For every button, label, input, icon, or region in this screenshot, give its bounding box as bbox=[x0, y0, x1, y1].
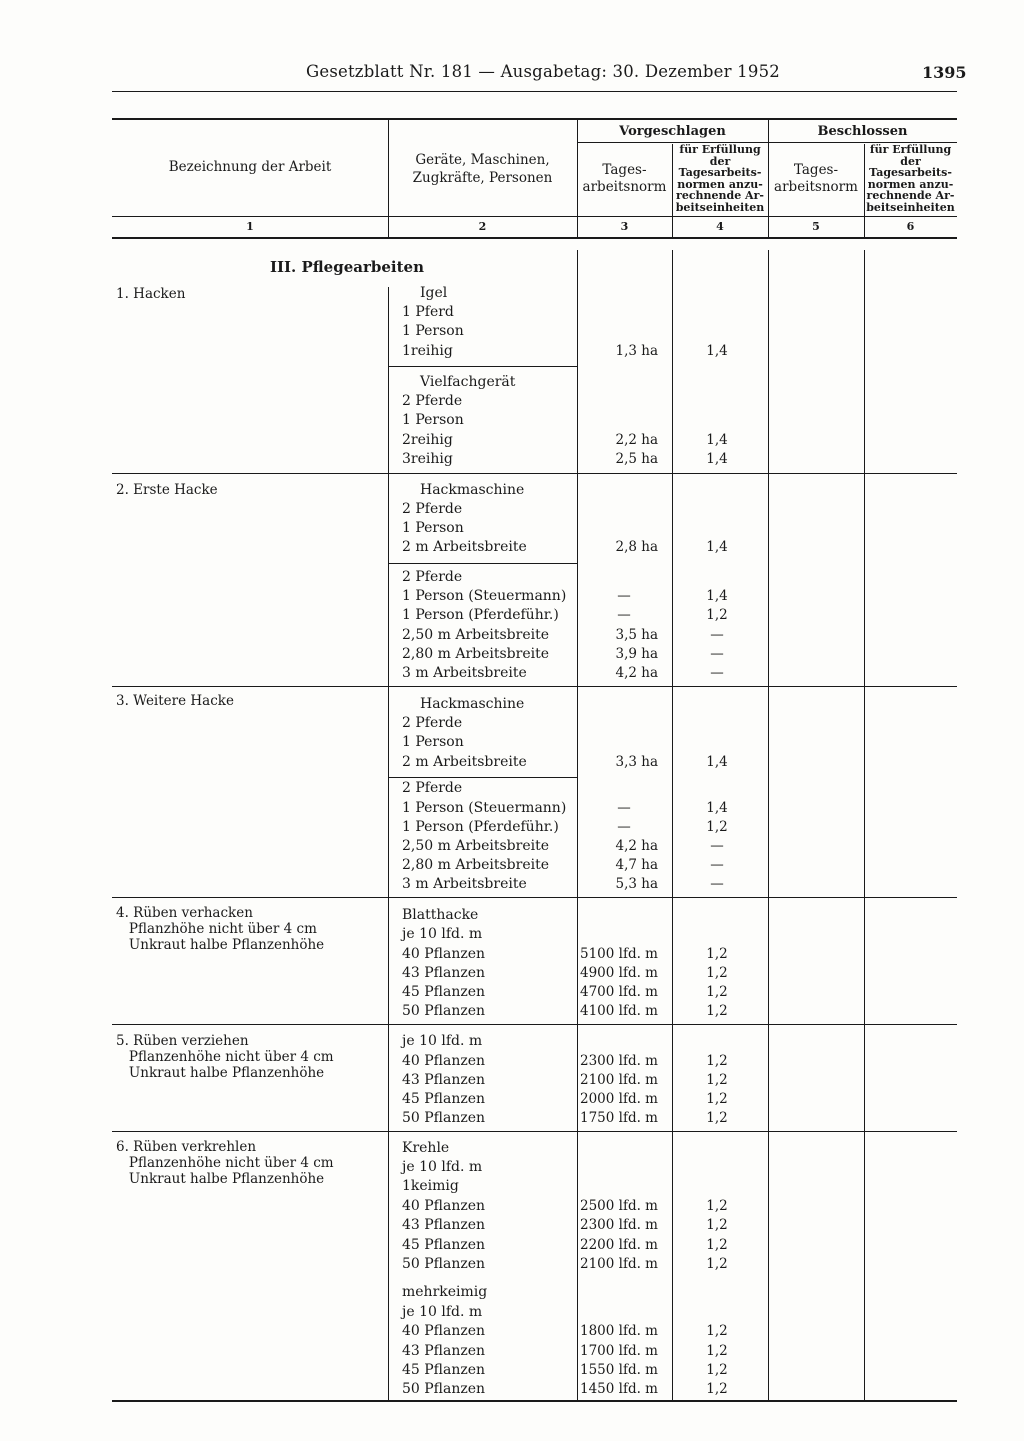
norm-cell: 1450 lfd. m bbox=[580, 1381, 658, 1397]
col5-header-line1: Tages- bbox=[793, 162, 839, 178]
task-weitere-hacke: 3. Weitere Hacke bbox=[116, 693, 234, 709]
equipment-cell: 2,50 m Arbeitsbreite bbox=[402, 627, 550, 643]
rule-task-4 bbox=[112, 897, 957, 898]
col2-header-line2: Zugkräfte, Personen bbox=[412, 170, 553, 186]
equipment-cell: je 10 lfd. m bbox=[402, 1033, 483, 1049]
units-cell: 1,2 bbox=[706, 819, 728, 835]
units-cell: 1,4 bbox=[706, 343, 728, 359]
equipment-cell: 50 Pflanzen bbox=[402, 1003, 486, 1019]
col6-header-line: normen anzu- bbox=[867, 177, 954, 191]
norm-cell: 1750 lfd. m bbox=[580, 1110, 658, 1126]
col6-header-line: rechnende Ar- bbox=[866, 189, 955, 202]
equipment-cell: 2 Pferde bbox=[402, 393, 463, 409]
col4-header-line: für Erfüllung bbox=[679, 143, 761, 156]
units-cell: 1,4 bbox=[706, 451, 728, 467]
units-cell: 1,4 bbox=[706, 754, 728, 770]
equipment-cell: je 10 lfd. m bbox=[402, 926, 483, 942]
equipment-cell: 1 Person (Pferdeführ.) bbox=[402, 819, 559, 835]
equipment-cell: 2,50 m Arbeitsbreite bbox=[402, 838, 550, 854]
equipment-cell: 2 m Arbeitsbreite bbox=[402, 754, 527, 770]
equipment-cell: 40 Pflanzen bbox=[402, 1053, 486, 1069]
units-cell: 1,2 bbox=[706, 1381, 728, 1397]
body-col-divider-6 bbox=[864, 250, 865, 1400]
equipment-cell: 3 m Arbeitsbreite bbox=[402, 876, 527, 892]
rule-task-2 bbox=[112, 473, 957, 474]
equipment-cell: 2 Pferde bbox=[402, 780, 463, 796]
col4-header-line: Tagesarbeits- bbox=[678, 166, 762, 179]
col4-header-line: rechnende Ar- bbox=[676, 189, 764, 202]
col3-header-line2: arbeitsnorm bbox=[582, 179, 667, 195]
head-bottom-rule bbox=[112, 237, 957, 239]
units-cell: 1,2 bbox=[706, 1053, 728, 1069]
units-cell: 1,2 bbox=[706, 1362, 728, 1378]
norm-cell: 2,2 ha bbox=[615, 432, 658, 448]
units-cell: 1,2 bbox=[706, 1217, 728, 1233]
norm-cell: 1700 lfd. m bbox=[580, 1343, 658, 1359]
norm-cell: — bbox=[617, 800, 631, 816]
equipment-cell: 1 Person (Pferdeführ.) bbox=[402, 607, 559, 623]
units-cell: — bbox=[710, 876, 724, 892]
col4-header bbox=[672, 144, 768, 213]
equipment-cell: 45 Pflanzen bbox=[402, 1237, 486, 1253]
col6-header-line: für Erfüllung bbox=[869, 143, 952, 156]
equipment-cell: 2,80 m Arbeitsbreite bbox=[402, 646, 550, 662]
section-title: III. Pflegearbeiten bbox=[270, 258, 424, 276]
norm-cell: 4,2 ha bbox=[615, 665, 658, 681]
units-cell: — bbox=[710, 838, 724, 854]
units-cell: 1,2 bbox=[706, 1256, 728, 1272]
group-proposed: Vorgeschlagen bbox=[619, 124, 726, 139]
equipment-cell: 2 Pferde bbox=[402, 715, 463, 731]
norm-cell: 1800 lfd. m bbox=[580, 1323, 658, 1339]
norm-cell: 2100 lfd. m bbox=[580, 1256, 658, 1272]
norm-cell: 2300 lfd. m bbox=[580, 1053, 658, 1069]
equipment-cell: Krehle bbox=[402, 1140, 450, 1156]
equipment-cell: 45 Pflanzen bbox=[402, 1091, 486, 1107]
units-cell: 1,2 bbox=[706, 1323, 728, 1339]
equipment-cell: 50 Pflanzen bbox=[402, 1381, 486, 1397]
rule-weitere-sub bbox=[388, 777, 577, 778]
units-cell: 1,2 bbox=[706, 1003, 728, 1019]
units-cell: 1,2 bbox=[706, 607, 728, 623]
col2-header-line1: Geräte, Maschinen, bbox=[415, 152, 550, 168]
equipment-cell: je 10 lfd. m bbox=[402, 1159, 483, 1175]
equipment-cell: 2 Pferde bbox=[402, 501, 463, 517]
norm-cell: 3,5 ha bbox=[615, 627, 658, 643]
units-cell: 1,4 bbox=[706, 539, 728, 555]
equipment-cell: 43 Pflanzen bbox=[402, 1072, 486, 1088]
equipment-cell: 1 Person (Steuermann) bbox=[402, 800, 567, 816]
units-cell: 1,2 bbox=[706, 1091, 728, 1107]
col3-header-line1: Tages- bbox=[602, 162, 647, 178]
equipment-cell: 43 Pflanzen bbox=[402, 965, 486, 981]
equipment-cell: Hackmaschine bbox=[420, 696, 525, 712]
equipment-cell: 1 Pferd bbox=[402, 304, 454, 320]
equipment-cell: 1 Person (Steuermann) bbox=[402, 588, 567, 604]
norm-cell: — bbox=[617, 588, 631, 604]
norm-cell: 2300 lfd. m bbox=[580, 1217, 658, 1233]
units-cell: 1,4 bbox=[706, 800, 728, 816]
norm-cell: 2200 lfd. m bbox=[580, 1237, 658, 1253]
equipment-cell: 43 Pflanzen bbox=[402, 1217, 486, 1233]
equipment-cell: 2,80 m Arbeitsbreite bbox=[402, 857, 550, 873]
col4-header-line: beitseinheiten bbox=[675, 200, 765, 214]
units-cell: — bbox=[710, 857, 724, 873]
body-col-divider-5 bbox=[768, 250, 769, 1400]
norm-cell: 2000 lfd. m bbox=[580, 1091, 658, 1107]
equipment-cell: 1 Person bbox=[402, 734, 464, 750]
units-cell: — bbox=[710, 646, 724, 662]
equipment-cell: 50 Pflanzen bbox=[402, 1256, 486, 1272]
equipment-cell: 1keimig bbox=[402, 1178, 459, 1194]
col6-header-line: der bbox=[900, 154, 921, 168]
equipment-cell: 40 Pflanzen bbox=[402, 1323, 486, 1339]
equipment-cell: 1 Person bbox=[402, 520, 464, 536]
equipment-cell: 43 Pflanzen bbox=[402, 1343, 486, 1359]
rule-hacken-sub bbox=[388, 366, 577, 367]
table-bottom-rule bbox=[112, 1400, 957, 1402]
norm-cell: 3,9 ha bbox=[615, 646, 658, 662]
page-number: 1395 bbox=[922, 63, 967, 82]
col6-header-line: beitseinheiten bbox=[866, 200, 955, 214]
norm-cell: 2,5 ha bbox=[615, 451, 658, 467]
norm-cell: 4,2 ha bbox=[615, 838, 658, 854]
norm-cell: 4900 lfd. m bbox=[580, 965, 658, 981]
norm-cell: 1550 lfd. m bbox=[580, 1362, 658, 1378]
equipment-cell: 40 Pflanzen bbox=[402, 946, 486, 962]
equipment-cell: mehrkeimig bbox=[402, 1284, 488, 1300]
equipment-cell: 45 Pflanzen bbox=[402, 984, 486, 1000]
body-col-divider-2 bbox=[388, 287, 389, 1400]
col4-header-line: der bbox=[709, 154, 731, 168]
task-rueben-verziehen: 5. Rüben verziehen Pflanzenhöhe nicht über 4 cm Unkraut halbe Pflanzenhöhe bbox=[116, 1033, 334, 1081]
units-cell: 1,2 bbox=[706, 1110, 728, 1126]
equipment-cell: 3 m Arbeitsbreite bbox=[402, 665, 527, 681]
norm-cell: 5,3 ha bbox=[615, 876, 658, 892]
task-rueben-verkrehlen: 6. Rüben verkrehlen Pflanzenhöhe nicht über 4 cm Unkraut halbe Pflanzenhöhe bbox=[116, 1139, 334, 1187]
equipment-cell: 2reihig bbox=[402, 432, 453, 448]
equipment-cell: 1 Person bbox=[402, 323, 464, 339]
rule-task-6 bbox=[112, 1131, 957, 1132]
col-number-6: 6 bbox=[906, 220, 915, 233]
units-cell: 1,2 bbox=[706, 1343, 728, 1359]
head-mid-rule bbox=[112, 216, 957, 217]
rule-task-3 bbox=[112, 686, 957, 687]
task-hacken: 1. Hacken bbox=[116, 286, 186, 302]
units-cell: 1,2 bbox=[706, 1072, 728, 1088]
col6-header-line: Tagesarbeits- bbox=[869, 166, 952, 179]
equipment-cell: 40 Pflanzen bbox=[402, 1198, 486, 1214]
col5-header-line2: arbeitsnorm bbox=[774, 179, 858, 195]
col-number-1: 1 bbox=[246, 220, 254, 233]
group-decided: Beschlossen bbox=[817, 124, 908, 139]
equipment-cell: 45 Pflanzen bbox=[402, 1362, 486, 1378]
units-cell: — bbox=[710, 665, 724, 681]
units-cell: 1,2 bbox=[706, 946, 728, 962]
col1-header: Bezeichnung der Arbeit bbox=[168, 159, 332, 175]
units-cell: — bbox=[710, 627, 724, 643]
norm-cell: 2100 lfd. m bbox=[580, 1072, 658, 1088]
equipment-cell: 2 m Arbeitsbreite bbox=[402, 539, 527, 555]
norm-cell: 4700 lfd. m bbox=[580, 984, 658, 1000]
col-number-3: 3 bbox=[620, 220, 629, 233]
units-cell: 1,4 bbox=[706, 588, 728, 604]
units-cell: 1,2 bbox=[706, 1198, 728, 1214]
equipment-cell: 1reihig bbox=[402, 343, 453, 359]
units-cell: 1,2 bbox=[706, 1237, 728, 1253]
equipment-cell: Vielfachgerät bbox=[420, 374, 516, 390]
norm-cell: 5100 lfd. m bbox=[580, 946, 658, 962]
units-cell: 1,2 bbox=[706, 965, 728, 981]
units-cell: 1,4 bbox=[706, 432, 728, 448]
task-rueben-verhacken: 4. Rüben verhacken Pflanzhöhe nicht über 4 cm Unkraut halbe Pflanzenhöhe bbox=[116, 905, 325, 953]
col-number-4: 4 bbox=[716, 220, 724, 233]
equipment-cell: 50 Pflanzen bbox=[402, 1110, 486, 1126]
table-top-rule bbox=[112, 118, 957, 120]
norm-cell: — bbox=[617, 819, 631, 835]
equipment-cell: Blatthacke bbox=[402, 907, 479, 923]
equipment-cell: 2 Pferde bbox=[402, 569, 463, 585]
equipment-cell: Igel bbox=[420, 285, 448, 301]
norm-cell: 2,8 ha bbox=[615, 539, 658, 555]
rule-task-5 bbox=[112, 1024, 957, 1025]
col-number-5: 5 bbox=[812, 220, 820, 233]
norm-cell: 4100 lfd. m bbox=[580, 1003, 658, 1019]
units-cell: 1,2 bbox=[706, 984, 728, 1000]
col6-header bbox=[864, 144, 957, 213]
norm-cell: 2500 lfd. m bbox=[580, 1198, 658, 1214]
equipment-cell: je 10 lfd. m bbox=[402, 1304, 483, 1320]
running-title: Gesetzblatt Nr. 181 — Ausgabetag: 30. Dezember 1952 bbox=[306, 62, 780, 81]
norm-cell: 3,3 ha bbox=[615, 754, 658, 770]
rule-erste-sub bbox=[388, 563, 577, 564]
col4-header-line: normen anzu- bbox=[677, 177, 763, 191]
header-rule bbox=[112, 91, 957, 92]
norm-cell: 1,3 ha bbox=[615, 343, 658, 359]
norm-cell: 4,7 ha bbox=[615, 857, 658, 873]
equipment-cell: 1 Person bbox=[402, 412, 464, 428]
equipment-cell: Hackmaschine bbox=[420, 482, 525, 498]
norm-cell: — bbox=[617, 607, 631, 623]
equipment-cell: 3reihig bbox=[402, 451, 453, 467]
task-erste-hacke: 2. Erste Hacke bbox=[116, 482, 218, 498]
col-number-2: 2 bbox=[478, 220, 487, 233]
